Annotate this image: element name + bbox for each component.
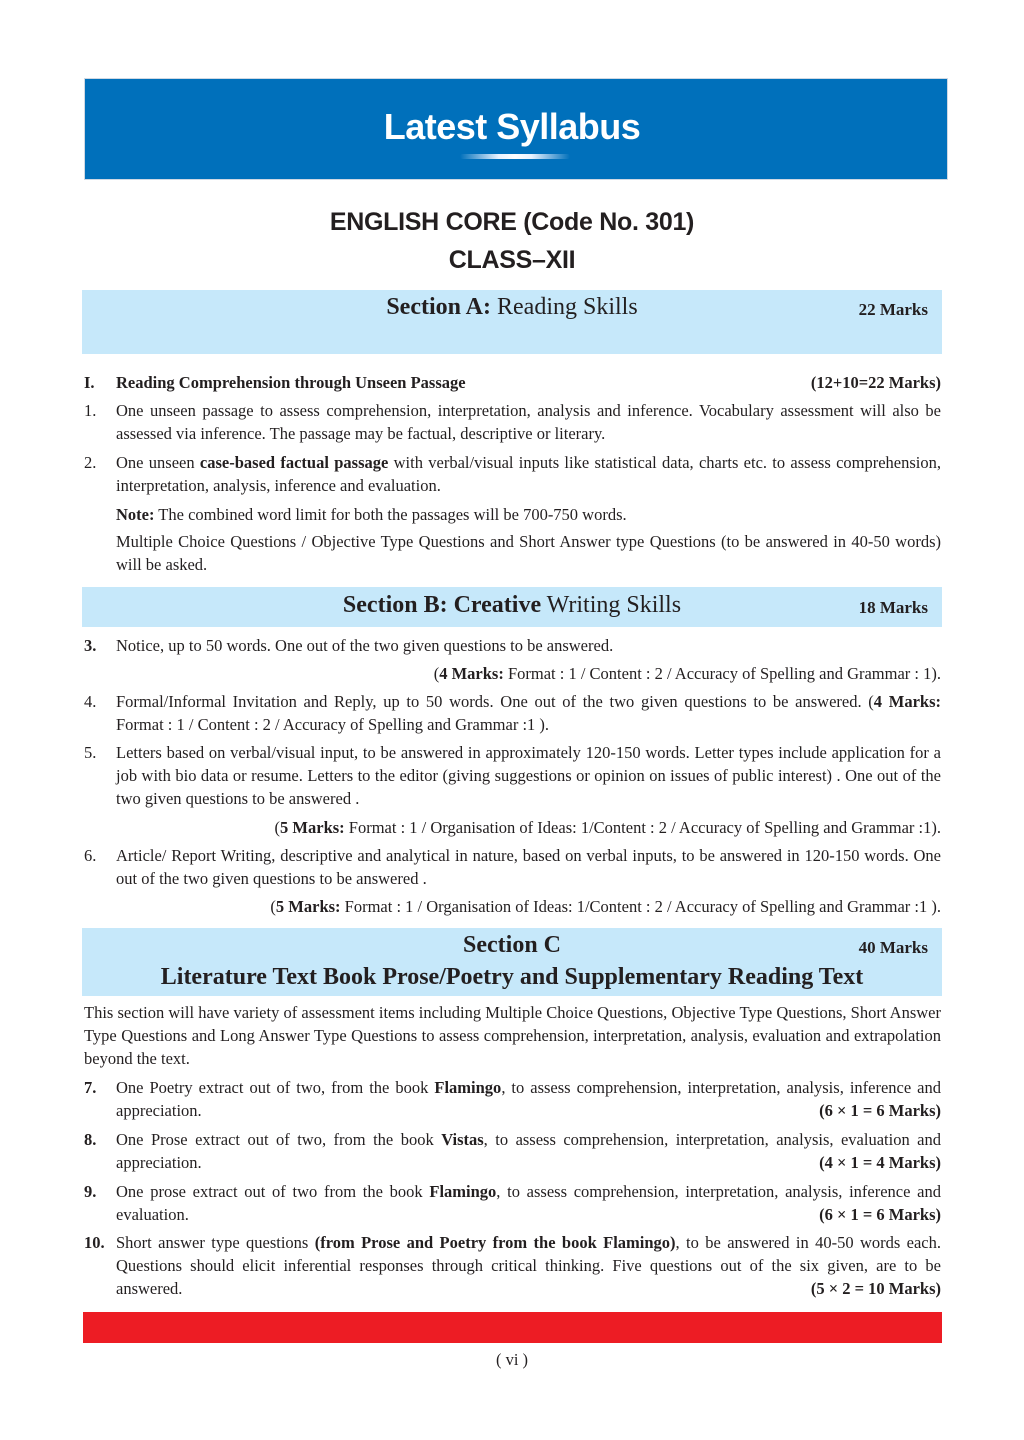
- section-b-header: [82, 587, 942, 627]
- section-a-header: [82, 290, 942, 354]
- question-types-text: Multiple Choice Questions / Objective Type Questions and Short Answer type Questions (to be answered in 40-50 words) will be asked.: [116, 532, 941, 574]
- item-number: 2.: [84, 453, 97, 472]
- subject-heading: ENGLISH CORE (Code No. 301): [329, 208, 695, 236]
- item-marks: (6 × 1 = 6 Marks): [819, 1205, 941, 1224]
- footer-bar: [83, 1312, 942, 1343]
- page-number: ( vi ): [495, 1350, 529, 1369]
- item-number: 8.: [84, 1130, 97, 1149]
- item-number: 10.: [84, 1233, 105, 1252]
- item-text: One Poetry extract out of two, from the book Flamingo, to assess comprehension, interpretation, analysis, inference and appreciation.: [116, 1078, 942, 1120]
- item-text: Short answer type questions (from Prose and Poetry from the book Flamingo), to be answered in 40-50 words each. Questions should elicit inferential responses through critical thinking. Five questions out of the six given, are to be answered.: [116, 1233, 941, 1298]
- section-a-marks: 22 Marks: [858, 300, 928, 319]
- item-marks: (4 Marks: Format : 1 / Content : 2 / Accuracy of Spelling and Grammar : 1).: [433, 664, 941, 683]
- item-number: 5.: [84, 743, 97, 762]
- item-marks: (5 × 2 = 10 Marks): [810, 1279, 941, 1298]
- item-number: 3.: [84, 636, 97, 655]
- section-c-title: Section C: [463, 932, 561, 958]
- item-marks: (4 × 1 = 4 Marks): [819, 1153, 941, 1172]
- note: Note: The combined word limit for both the passages will be 700-750 words.: [116, 505, 627, 524]
- item-number: 4.: [84, 692, 97, 711]
- class-heading: CLASS–XII: [448, 246, 576, 274]
- item-text: Article/ Report Writing, descriptive and analytical in nature, based on verbal inputs, to be answered in 120-150 words. One out of the two given questions to be answered .: [116, 846, 941, 888]
- reading-comprehension-heading: Reading Comprehension through Unseen Passage: [116, 373, 466, 392]
- reading-comprehension-marks: (12+10=22 Marks): [810, 373, 941, 392]
- item-text: Notice, up to 50 words. One out of the two given questions to be answered.: [116, 636, 614, 655]
- item-marks: (5 Marks: Format : 1 / Organisation of Ideas: 1/Content : 2 / Accuracy of Spelling and Grammar :1 ).: [270, 897, 941, 916]
- heading-number: I.: [84, 373, 95, 392]
- item-text: One Prose extract out of two, from the book Vistas, to assess comprehension, interpretation, analysis, evaluation and appreciation.: [116, 1130, 941, 1172]
- section-c-intro: This section will have variety of assessment items including Multiple Choice Questions, Objective Type Questions, Short Answer Type Questions and Long Answer Type Questions to assess comprehension, interpretation, analysis, evaluation and extrapolation beyond the text.: [84, 1003, 941, 1068]
- item-marks: (5 Marks: Format : 1 / Organisation of Ideas: 1/Content : 2 / Accuracy of Spelling and Grammar :1).: [274, 818, 941, 837]
- section-c-header: [82, 928, 942, 996]
- banner-title: Latest Syllabus: [383, 106, 641, 147]
- section-b-title: Section B: Creative Writing Skills: [342, 592, 682, 618]
- item-text: One prose extract out of two from the book Flamingo, to assess comprehension, interpretation, analysis, inference and evaluation.: [116, 1182, 941, 1224]
- item-text: Formal/Informal Invitation and Reply, up to 50 words. One out of the two given questions to be answered. (4 Marks: Format : 1 / Content : 2 / Accuracy of Spelling and Grammar :1 ).: [116, 692, 941, 734]
- item-number: 1.: [84, 401, 97, 420]
- item-number: 6.: [84, 846, 97, 865]
- item-marks: (6 × 1 = 6 Marks): [819, 1101, 941, 1120]
- item-text: One unseen passage to assess comprehension, interpretation, analysis and inference. Vocabulary assessment will also be assessed via inference. The passage may be factual, descriptive or literary.: [116, 401, 941, 443]
- section-c-subtitle: Literature Text Book Prose/Poetry and Supplementary Reading Text: [160, 964, 864, 990]
- item-text: Letters based on verbal/visual input, to be answered in approximately 120-150 words. Letter types include application for a job with bio data or resume. Letters to the editor (giving suggestions or opinion on issues of public interest) . One out of the two given questions to be answered .: [116, 743, 941, 808]
- item-number: 9.: [84, 1182, 97, 1201]
- section-b-marks: 18 Marks: [858, 598, 928, 617]
- section-c-marks: 40 Marks: [858, 938, 928, 957]
- item-number: 7.: [84, 1078, 97, 1097]
- section-a-title: Section A: Reading Skills: [386, 294, 638, 320]
- banner-underline-decoration: [460, 154, 570, 159]
- item-text: One unseen case-based factual passage with verbal/visual inputs like statistical data, charts etc. to assess comprehension, interpretation, analysis, inference and evaluation.: [116, 453, 941, 495]
